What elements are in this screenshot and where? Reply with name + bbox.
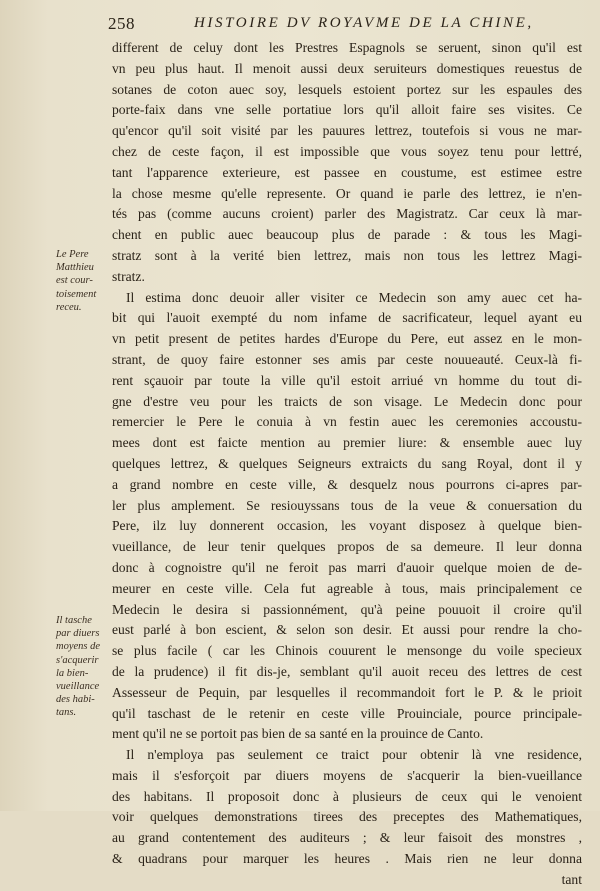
text-line: strant, de quoy faire estonner ses amis par ceste nouueauté. Ceux-là fi- bbox=[112, 351, 582, 367]
text-line: voir quelques demonstrations tirees des preceptes des Mathematiques, bbox=[112, 809, 582, 825]
margin-note-line: toisement bbox=[56, 288, 97, 300]
text-line: Assesseur de Pequin, par lesquelles il recommandoit fort le P. & le prioit bbox=[112, 684, 582, 700]
text-line: rent sçauoir par toute la ville qu'il estoit arriué vn homme du tout di- bbox=[112, 372, 582, 388]
text-line: a grand nombre en ceste ville, & desquelz nous pourrons ci-apres par- bbox=[112, 476, 582, 492]
text-line: tant l'apparence exterieure, est passee en coustume, est estimee estre bbox=[112, 164, 582, 180]
text-line: Medecin le desira si passionnément, qu'à peine pouuoit il croire qu'il bbox=[112, 601, 582, 617]
running-title: HISTOIRE DV ROYAVME DE LA CHINE, bbox=[194, 15, 534, 31]
text-line: vn peu plus haut. Il menoit aussi deux seruiteurs domestiques reuestus de bbox=[112, 60, 582, 76]
text-line: qu'il taschast de le retenir en ceste ville Prouinciale, pource principale- bbox=[112, 705, 582, 721]
text-line: stratz. bbox=[112, 268, 145, 284]
text-line: qu'encor qu'il soit visité par les pauures lettrez, toutefois si vous ne mar- bbox=[112, 123, 582, 139]
text-line: tés pas (comme aucuns croient) parler des Magistratz. Car ceux là mar- bbox=[112, 206, 582, 222]
text-line: donc à cognoistre qu'il ne feroit pas marri d'auoir quelque moien de de- bbox=[112, 559, 582, 575]
body-text bbox=[112, 38, 582, 891]
text-line: remercier le Pere le conuia à vn festin auec les ceremonies accoustu- bbox=[112, 414, 582, 430]
margin-note-line: Le Pere bbox=[56, 249, 89, 260]
text-line: vueillance, de leur tenir quelques propos de sa demeure. Il leur donna bbox=[112, 539, 582, 555]
margin-note-line: est cour- bbox=[56, 275, 93, 287]
text-line: quelques lettrez, & quelques Seigneurs extraicts du sang Royal, dont il y bbox=[112, 455, 582, 471]
margin-note-goodwill bbox=[56, 614, 114, 720]
text-line: eust parlé à bon escient, & selon son desir. Et aussi pour rendre la cho- bbox=[112, 622, 582, 638]
margin-note-courteous-reception bbox=[56, 248, 114, 314]
text-line: ment qu'il ne se portoit pas bien de sa santé en la prouince de Canto. bbox=[112, 726, 484, 742]
text-line: chez de ceste façon, il est impossible que vous soyez tenu pour lettré, bbox=[112, 143, 582, 159]
paragraph-start-line: Il n'employa pas seulement ce traict pour obtenir là vne residence, bbox=[126, 747, 582, 763]
text-line: porte-faix dans vne selle portatiue lors qu'il alloit faire ses visites. Ce bbox=[112, 102, 582, 118]
page-number: 258 bbox=[108, 14, 135, 33]
text-line: ler plus amplement. Se resiouyssans tous de la veue & conuersation du bbox=[112, 497, 582, 513]
margin-note-line: la bien- bbox=[56, 667, 89, 679]
text-line: gne d'estre veu pour les traicts de son visage. Le Medecin donc pour bbox=[112, 393, 582, 409]
text-line: se plus facile ( car les Chinois couurent le mensonge du voile specieux bbox=[112, 643, 582, 659]
text-line: stratz sont à la verité bien lettrez, mais non tous les lettrez Magi- bbox=[112, 247, 582, 263]
page-header bbox=[108, 14, 584, 36]
text-line: & quadrans pour marquer les heures . Mais rien ne leur donna bbox=[112, 851, 582, 867]
text-line: la chose mesme qu'elle represente. Or quand ie parle des lettrez, ie n'en- bbox=[112, 185, 582, 201]
margin-note-line: des habi- bbox=[56, 694, 95, 706]
text-line: chent en public auec beaucoup plus de parade : & tous les Magi- bbox=[112, 227, 582, 243]
margin-note-line: receu. bbox=[56, 301, 82, 313]
catchword: tant bbox=[561, 871, 582, 887]
margin-note-line: par diuers bbox=[56, 628, 100, 640]
text-line: de la prudence) il fit dis-je, semblant qu'il auoit receu des lettres de cest bbox=[112, 663, 582, 679]
text-line: mees dont est faicte mention au premier liure: & ensemble auec luy bbox=[112, 435, 582, 451]
margin-note-line: Il tasche bbox=[56, 615, 92, 626]
text-line: vn petit present de petites hardes d'Europe du Pere, eut assez en le mon- bbox=[112, 331, 582, 347]
text-line: mais il s'esforçoit par diuers moyens de s'acquerir la bien-vueillance bbox=[112, 767, 582, 783]
margin-note-line: tans. bbox=[56, 707, 77, 719]
text-line: meurer en ceste ville. Cela fut agreable à tous, mais principalement ce bbox=[112, 580, 582, 596]
margin-note-line: vueillance bbox=[56, 681, 100, 693]
text-line: sotanes de coton auec soy, lesquels estoient portez sur les espaules des bbox=[112, 81, 582, 97]
text-line: Pere, ilz luy donnerent occasion, les voyant disposez à quelque bien- bbox=[112, 518, 582, 534]
margin-note-line: s'acquerir bbox=[56, 654, 99, 666]
margin-note-line: moyens de bbox=[56, 641, 101, 653]
paragraph-start-line: Il estima donc deuoir aller visiter ce Medecin son amy auec cet ha- bbox=[126, 289, 582, 305]
text-line: bit qui l'auoit exempté du nom infame de sacrificateur, lequel ayant eu bbox=[112, 310, 582, 326]
text-line: au grand contentement des auditeurs ; & leur faisoit des monstres , bbox=[112, 830, 582, 846]
margin-note-line: Matthieu bbox=[56, 262, 94, 274]
text-line: different de celuy dont les Prestres Espagnols se seruent, sinon qu'il est bbox=[112, 40, 582, 55]
text-line: des habitans. Il proposoit donc à plusieurs de ceux qui le venoient bbox=[112, 788, 582, 804]
